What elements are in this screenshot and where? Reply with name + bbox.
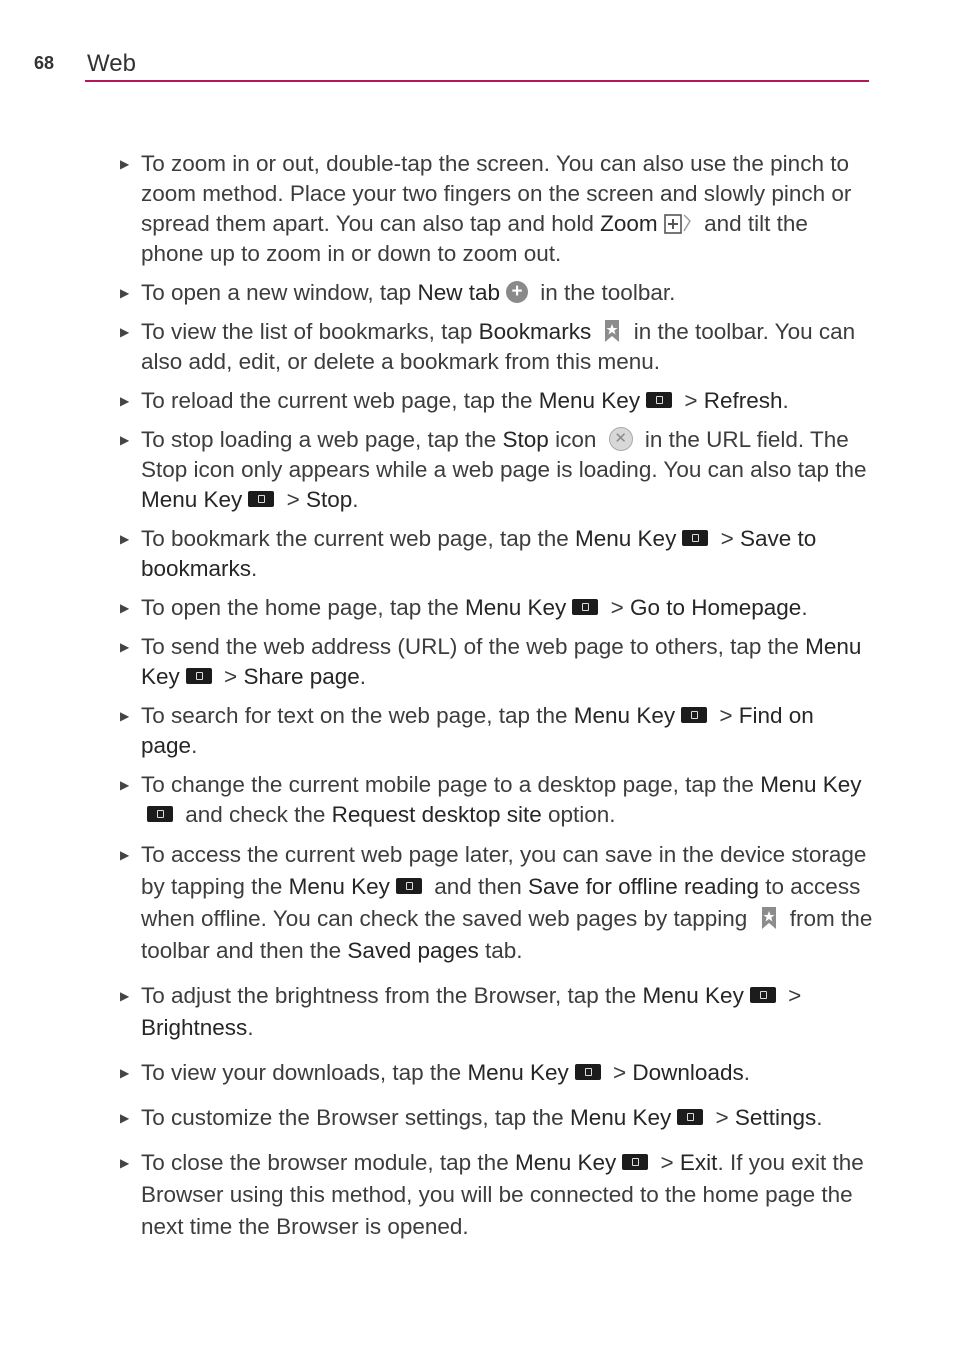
bullet-text: . If you exit the Browser using this method, you will be connected to the home page the next time the Browser is opened. <box>141 1150 864 1239</box>
keyword-share-page: Share page <box>243 664 360 689</box>
bookmark-star-icon <box>760 906 778 930</box>
keyword-menu-key: Menu Key <box>288 874 390 899</box>
menu-key-icon <box>572 599 598 615</box>
bullet-text: . <box>352 487 359 512</box>
menu-key-icon <box>677 1109 703 1125</box>
keyword-find-on-page: Find on page <box>141 703 814 758</box>
bullet-item-exit <box>115 1147 875 1243</box>
close-circle-icon: ✕ <box>609 427 633 451</box>
keyword-bookmarks: Bookmarks <box>478 319 592 344</box>
keyword-request-desktop-site: Request desktop site <box>331 802 542 827</box>
bullet-text: > <box>654 1150 680 1175</box>
bullet-item-brightness <box>115 980 875 1044</box>
keyword-menu-key: Menu Key <box>467 1060 569 1085</box>
bullet-text: To send the web address (URL) of the web page to others, tap the <box>141 634 806 659</box>
bullet-text: . <box>359 664 367 689</box>
bullet-text: > <box>713 703 739 728</box>
bullet-item-find-on-page <box>115 701 875 761</box>
keyword-menu-key: Menu Key <box>141 487 243 512</box>
bullet-arrow-icon: ▶ <box>120 325 130 339</box>
keyword-saved-pages: Saved pages <box>347 938 479 963</box>
bullet-text: To search for text on the web page, tap the <box>141 703 574 728</box>
keyword-zoom: Zoom <box>600 211 658 236</box>
bullet-arrow-icon: ▶ <box>120 1066 130 1080</box>
keyword-exit: Exit <box>679 1150 718 1175</box>
plus-circle-icon: + <box>506 281 528 303</box>
keyword-new-tab: New tab <box>417 280 500 305</box>
bullet-text: . <box>247 1015 254 1040</box>
menu-key-icon <box>396 878 422 894</box>
bullet-text: To customize the Browser settings, tap the <box>141 1105 570 1130</box>
bullet-arrow-icon: ▶ <box>120 778 130 792</box>
bullet-item-zoom <box>115 149 875 269</box>
keyword-stop: Stop <box>305 487 353 512</box>
bullet-text: To bookmark the current web page, tap the <box>141 526 576 551</box>
bullet-arrow-icon: ▶ <box>120 848 130 862</box>
keyword-menu-key: Menu Key <box>575 526 677 551</box>
keyword-brightness: Brightness <box>141 1015 248 1040</box>
bullet-text: in the toolbar. <box>534 280 676 305</box>
keyword-menu-key: Menu Key <box>465 595 567 620</box>
header-rule <box>85 80 869 82</box>
keyword-menu-key: Menu Key <box>569 1105 672 1130</box>
section-title: Web <box>87 50 136 77</box>
bullet-arrow-icon: ▶ <box>120 1156 130 1170</box>
bullet-arrow-icon: ▶ <box>120 1111 130 1125</box>
menu-key-icon <box>681 707 707 723</box>
bullet-text: > <box>606 1060 633 1085</box>
bullet-item-share-page <box>115 632 875 692</box>
keyword-menu-key: Menu Key <box>760 772 862 797</box>
bookmark-star-icon <box>603 319 621 343</box>
bullet-arrow-icon: ▶ <box>120 709 130 723</box>
menu-key-icon <box>248 491 274 507</box>
bullet-text: to access when offline. You can check the saved web pages by tapping <box>141 874 861 931</box>
keyword-menu-key: Menu Key <box>642 983 744 1008</box>
bullet-text: icon <box>548 427 603 452</box>
keyword-save-for-offline-reading: Save for offline reading <box>528 874 760 899</box>
bullet-arrow-icon: ▶ <box>120 157 130 171</box>
bullet-text: > <box>781 983 802 1008</box>
bullet-text: To stop loading a web page, tap the <box>141 427 503 452</box>
bullet-text: To access the current web page later, you can save in the device storage by tapping the <box>141 842 867 899</box>
bullet-text: . <box>251 556 258 581</box>
keyword-refresh: Refresh <box>703 388 783 413</box>
bullet-text: . <box>191 733 198 758</box>
bullet-text: To zoom in or out, double-tap the screen. You can also use the pinch to zoom method. Place your two fingers on the screen and slowly pinch or spread them apart. You can also tap and hold <box>141 151 852 236</box>
keyword-menu-key: Menu Key <box>141 634 862 689</box>
keyword-menu-key: Menu Key <box>573 703 676 728</box>
bullet-text: To open a new window, tap <box>141 280 418 305</box>
bullet-item-settings <box>115 1102 875 1134</box>
keyword-settings: Settings <box>734 1105 817 1130</box>
menu-key-icon <box>575 1064 601 1080</box>
bullet-list <box>115 149 875 1243</box>
bullet-arrow-icon: ▶ <box>120 394 130 408</box>
keyword-menu-key: Menu Key <box>538 388 641 413</box>
bullet-text: > <box>709 1105 735 1130</box>
bullet-text: To view the list of bookmarks, tap <box>141 319 479 344</box>
bullet-item-desktop-site <box>115 770 875 830</box>
bullet-item-save-bookmarks <box>115 524 875 584</box>
bullet-text: > <box>604 595 630 620</box>
bullet-text: To adjust the brightness from the Browser, tap the <box>141 983 643 1008</box>
bullet-arrow-icon: ▶ <box>120 433 130 447</box>
bullet-text: . <box>816 1105 823 1130</box>
zoom-tilt-icon <box>664 211 692 235</box>
bullet-text: To view your downloads, tap the <box>141 1060 468 1085</box>
bullet-item-refresh <box>115 386 875 416</box>
bullet-item-downloads <box>115 1057 875 1089</box>
page-number: 68 <box>34 53 55 73</box>
bullet-arrow-icon: ▶ <box>120 286 130 300</box>
bullet-text: > <box>217 664 244 689</box>
menu-key-icon <box>646 392 672 408</box>
bullet-text: To close the browser module, tap the <box>141 1150 515 1175</box>
bullet-text: in the URL field. The Stop icon only appears while a web page is loading. You can also tap the <box>141 427 867 482</box>
bullet-item-stop <box>115 425 875 515</box>
keyword-save-to-bookmarks: Save to bookmarks <box>141 526 817 581</box>
bullet-text: and tilt the phone up to zoom in or down to zoom out. <box>141 211 808 266</box>
bullet-text: and then <box>427 874 529 899</box>
bullet-text: To reload the current web page, tap the <box>141 388 539 413</box>
bullet-text: from the toolbar and then the <box>141 906 873 963</box>
menu-key-icon <box>147 806 173 822</box>
bullet-text: . <box>782 388 789 413</box>
menu-key-icon <box>622 1154 648 1170</box>
bullet-arrow-icon: ▶ <box>120 532 130 546</box>
bullet-text: > <box>714 526 740 551</box>
bullet-text: To change the current mobile page to a desktop page, tap the <box>141 772 761 797</box>
bullet-text: option. <box>541 802 616 827</box>
bullet-text: and check the <box>179 802 332 827</box>
keyword-downloads: Downloads <box>632 1060 744 1085</box>
bullet-item-offline-reading <box>115 839 875 967</box>
bullet-arrow-icon: ▶ <box>120 601 130 615</box>
bullet-item-homepage <box>115 593 875 623</box>
bullet-text: > <box>678 388 704 413</box>
bullet-item-new-tab <box>115 278 875 308</box>
bullet-item-bookmarks <box>115 317 875 377</box>
menu-key-icon <box>186 668 212 684</box>
menu-key-icon <box>682 530 708 546</box>
menu-key-icon <box>750 987 776 1003</box>
bullet-text: To open the home page, tap the <box>141 595 465 620</box>
keyword-menu-key: Menu Key <box>514 1150 617 1175</box>
bullet-arrow-icon: ▶ <box>120 640 130 654</box>
keyword-stop: Stop <box>502 427 549 452</box>
bullet-arrow-icon: ▶ <box>120 989 130 1003</box>
bullet-text: . <box>801 595 808 620</box>
bullet-text: > <box>280 487 306 512</box>
bullet-text: . <box>743 1060 750 1085</box>
keyword-go-to-homepage: Go to Homepage <box>629 595 802 620</box>
bullet-text: tab. <box>478 938 523 963</box>
bullet-text: in the toolbar. You can also add, edit, or delete a bookmark from this menu. <box>141 319 856 374</box>
